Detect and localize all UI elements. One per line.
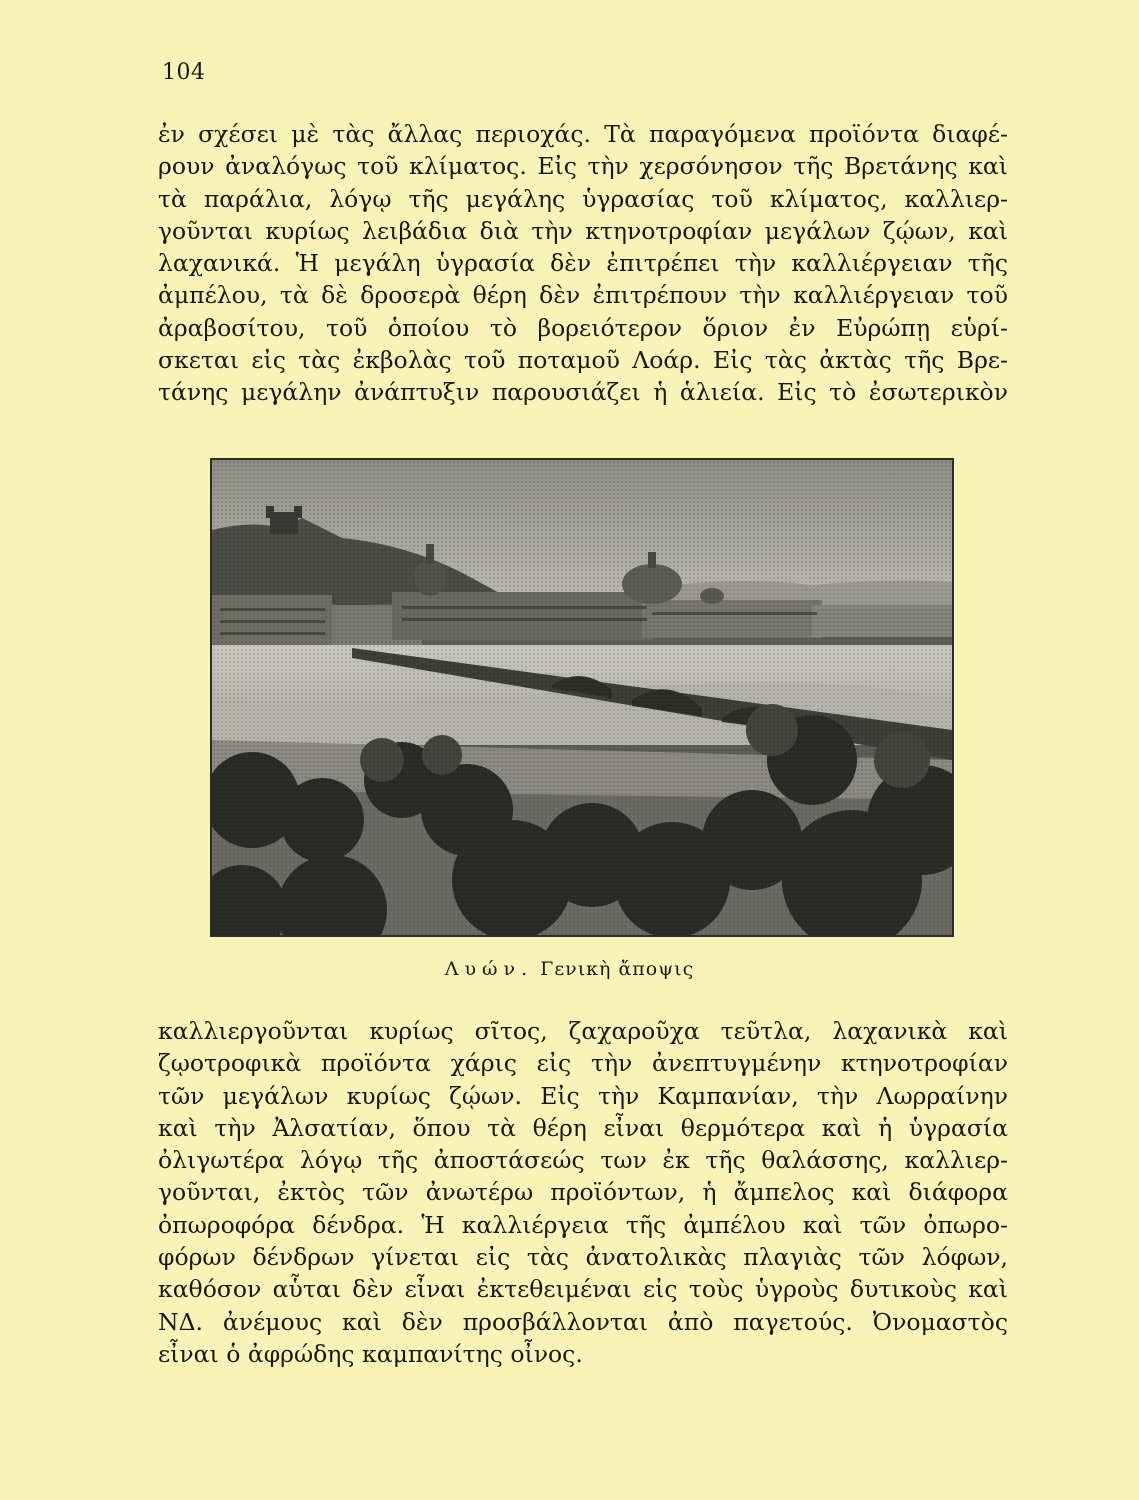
text-line: ΝΔ. ἀνέμους καὶ δὲν προσβάλλονται ἀπὸ παγετούς. Ὀνομαστὸς [158,1307,1008,1336]
page-number: 104 [162,60,206,85]
text-line: γοῦνται κυρίως λειβάδια διὰ τὴν κτηνοτροφίαν μεγάλων ζῴων, καὶ [158,216,1008,245]
text-line: ζῳοτροφικὰ προϊόντα χάρις εἰς τὴν ἀνεπτυγμένην κτηνοτροφίαν [158,1049,1008,1078]
bottom-paragraph [158,1015,1008,1370]
text-line: ρουν ἀναλόγως τοῦ κλίματος. Εἰς τὴν χερσόνησον τῆς Βρετάνης καὶ [158,152,1008,181]
text-line: ἀραβοσίτου, τοῦ ὁποίου τὸ βορειότερον ὅριον ἐν Εὐρώπῃ εὑρί- [158,313,1008,342]
text-line: λαχανικά. Ἡ μεγάλη ὑγρασία δὲν ἐπιτρέπει τὴν καλλιέργειαν τῆς [158,249,1008,278]
text-line: ὀλιγωτέρα λόγῳ τῆς ἀποστάσεώς των ἐκ τῆς θαλάσσης, καλλιερ- [158,1146,1008,1175]
text-line: σκεται εἰς τὰς ἐκβολὰς τοῦ ποταμοῦ Λοάρ. Εἰς τὰς ἀκτὰς τῆς Βρε- [158,346,1008,375]
top-paragraph [158,118,1008,409]
text-line: ἀμπέλου, τὰ δὲ δροσερὰ θέρη δὲν ἐπιτρέπουν τὴν καλλιέργειαν τοῦ [158,281,1008,310]
caption-place: Λυών. [444,958,534,980]
text-line: τάνης μεγάλην ἀνάπτυξιν παρουσιάζει ἡ ἁλιεία. Εἰς τὸ ἐσωτερικὸν [158,378,1008,407]
text-line: φόρων δένδρων γίνεται εἰς τὰς ἀνατολικὰς πλαγιὰς τῶν λόφων, [158,1243,1008,1272]
caption-text: Γενικὴ ἄποψις [540,958,695,980]
text-line: τῶν μεγάλων κυρίως ζῴων. Εἰς τὴν Καμπανίαν, τὴν Λωρραίνην [158,1081,1008,1110]
text-line: καθόσον αὗται δὲν εἶναι ἐκτεθειμέναι εἰς τοὺς ὑγροὺς δυτικοὺς καὶ [158,1275,1008,1304]
text-line: εἶναι ὁ ἀφρώδης καμπανίτης οἶνος. [158,1339,583,1368]
text-line: ἐν σχέσει μὲ τὰς ἄλλας περιοχάς. Τὰ παραγόμενα προϊόντα διαφέ- [158,120,1008,148]
text-line: καὶ τὴν Ἀλσατίαν, ὅπου τὰ θέρη εἶναι θερμότερα καὶ ἡ ὑγρασία [158,1113,1008,1142]
lyon-photograph [210,458,954,937]
text-line: γοῦνται, ἐκτὸς τῶν ἀνωτέρω προϊόντων, ἡ ἄμπελος καὶ διάφορα [158,1178,1008,1207]
text-line: τὰ παράλια, λόγῳ τῆς μεγάλης ὑγρασίας τοῦ κλίματος, καλλιερ- [158,184,1008,213]
figure-caption [0,958,1139,980]
text-line: ὀπωροφόρα δένδρα. Ἡ καλλιέργεια τῆς ἀμπέλου καὶ τῶν ὀπωρο- [158,1210,1008,1239]
photo-illustration [212,460,952,935]
text-line: καλλιεργοῦνται κυρίως σῖτος, ζαχαροῦχα τεῦτλα, λαχανικὰ καὶ [158,1017,1008,1045]
